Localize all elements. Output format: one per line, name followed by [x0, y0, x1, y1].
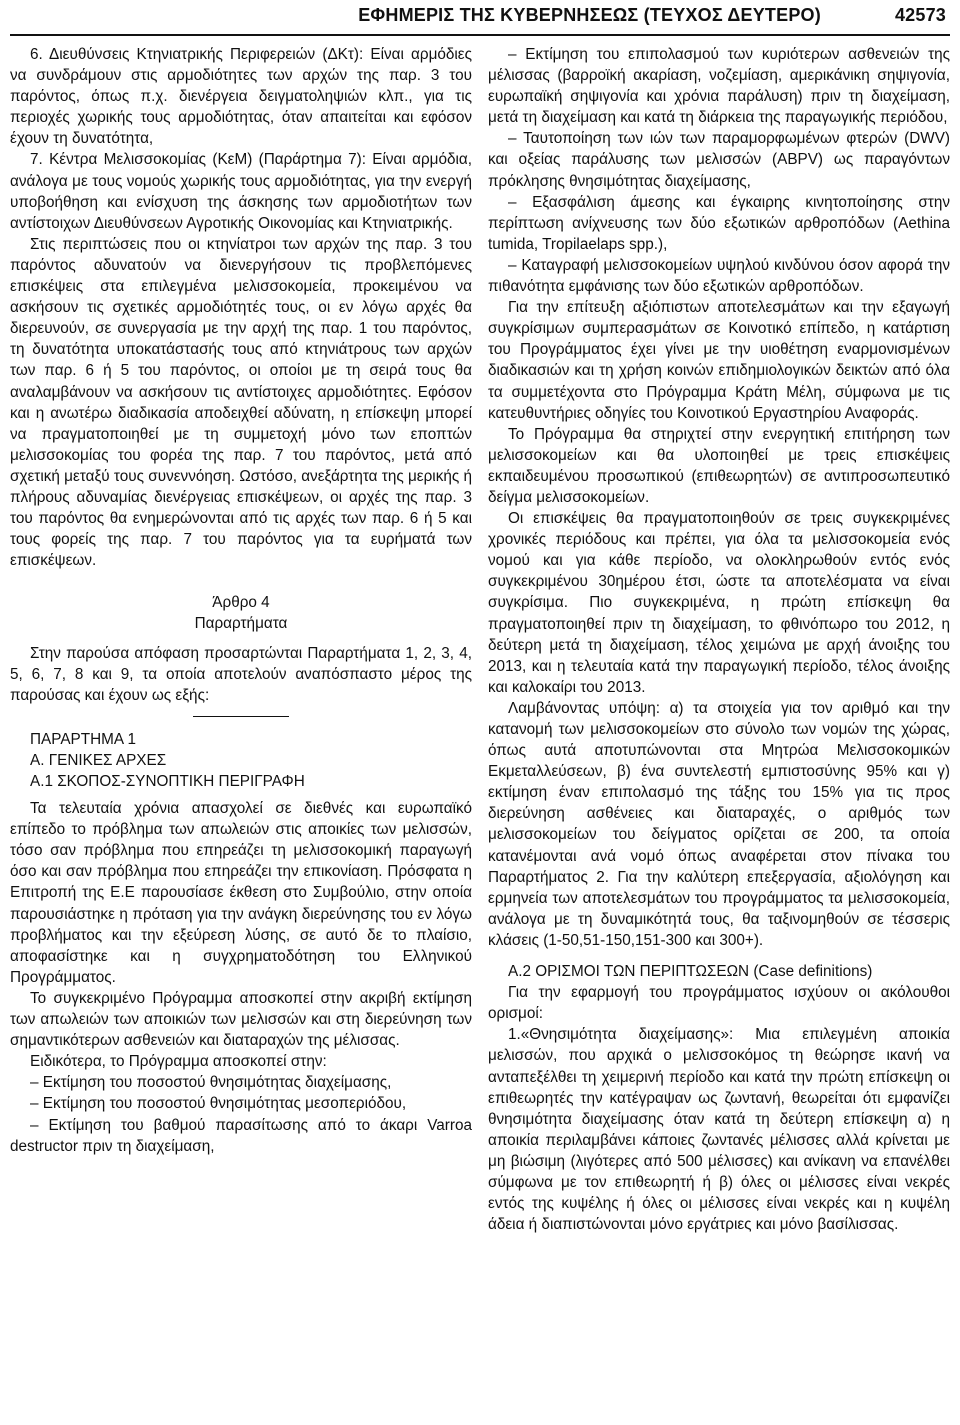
header-rule: [10, 34, 950, 36]
paragraph: – Εκτίμηση του ποσοστού θνησιμότητας μεσοπεριόδου,: [30, 1095, 407, 1113]
paragraph: Το Πρόγραμμα θα στηριχτεί στην ενεργητική επιτήρηση των μελισσοκομείων και θα υλοποιηθεί με τρεις επισκέψεις εκπαιδευμένου προσωπικού (επιθεωρητών) σε αντιπροσωπευτικό δείγμα μελισσοκομείων.: [488, 425, 950, 506]
annex-section: Α. ΓΕΝΙΚΕΣ ΑΡΧΕΣ: [30, 751, 167, 769]
paragraph: Οι επισκέψεις θα πραγματοποιηθούν σε τρεις συγκεκριμένες χρονικές περιόδους και πρέπει, για όλα τα μελισσοκομεία ενός νομού και για κάθε περίοδο, να ολοκληρωθούν εντός ενός συγκεκριμένου 30ημέρου έτσι, ώστε τα αποτελέσματα να είναι συγκρίσιμα. Πιο συγκεκριμένα, η πρώτη επίσκεψη θα πραγματοποιηθεί πριν τη διαχείμαση, το φθινόπωρο του 2012, η δεύτερη μετά τη διαχείμαση, τέλος χειμώνα με αρχή άνοιξης του 2013, και η τελευταία κατά την παραγωγική περίοδο, τέλος άνοιξης και καλοκαίρι του 2013.: [488, 510, 950, 696]
paragraph: Το συγκεκριμένο Πρόγραμμα αποσκοπεί στην ακριβή εκτίμηση των απωλειών των αποικιών των μελισσών και στη διερεύνηση των σημαντικότερων ασθενειών και διαταραχών της μέλισσας.: [10, 989, 472, 1050]
paragraph: Για την επίτευξη αξιόπιστων αποτελεσμάτων και την εξαγωγή συγκρίσιμων συμπερασμάτων σε Κοινοτικό επίπεδο, η κατάρτιση του Προγράμματος έχει γίνει με την υιοθέτηση εναρμονισμένων διαδικασιών και τη χρήση κοινών επιδημιολογικών δεικτών από όλα τα συμμετέχοντα στο Πρόγραμμα Κράτη Μέλη, σύμφωνα με τις κατευθυντήριες οδηγίες του Κοινοτικού Εργαστηρίου Αναφοράς.: [488, 299, 950, 422]
paragraph: 7. Κέντρα Μελισσοκομίας (ΚεΜ) (Παράρτημα 7): Είναι αρμόδια, ανάλογα με τους νομούς χωρικής τους αρμοδιότητας, για την ενεργή υποβοήθηση και ενίσχυση της άσκησης των αρμοδιοτήτων των αντίστοιχων Διευθύνσεων Αγροτικής Οικονομίας και Κτηνιατρικής.: [10, 151, 472, 232]
paragraph: – Εξασφάλιση άμεσης και έγκαιρης κινητοποίησης στην περίπτωση ανίχνευσης των δύο εξωτικών αρθροπόδων (Aethina tumida, Tropilaelaps spp.),: [488, 193, 950, 253]
annex-subsection: Α.1 ΣΚΟΠΟΣ-ΣΥΝΟΠΤΙΚΗ ΠΕΡΙΓΡΑΦΗ: [30, 773, 305, 790]
page-number: 42573: [894, 4, 946, 25]
section-title: Α.2 ΟΡΙΣΜΟΙ ΤΩΝ ΠΕΡΙΠΤΩΣΕΩΝ (Case definitions): [508, 963, 873, 981]
paragraph: – Εκτίμηση του βαθμού παρασίτωσης από το άκαρι Varroa destructor πριν τη διαχείμαση,: [10, 1116, 472, 1155]
paragraph: – Καταγραφή μελισσοκομείων υψηλού κινδύνου όσον αφορά την πιθανότητα εμφάνισης των δύο εξωτικών αρθροπόδων.: [488, 256, 950, 296]
paragraph: 6. Διευθύνσεις Κτηνιατρικής Περιφερειών (ΔΚτ): Είναι αρμόδιες να συνδράμουν στις αρμοδιότητες των αρχών της παρ. 3 του παρόντος, όπως π.χ. διενέργεια δειγματοληψιών κλπ., για τις περιοχές χωρικής τους αρμοδιότητας, όταν απαιτείται και εφόσον έχουν τη δυνατότητα,: [10, 46, 472, 148]
article-subtitle: Παραρτήματα: [194, 615, 288, 633]
annex-title: ΠΑΡΑΡΤΗΜΑ 1: [30, 730, 136, 748]
paragraph: Για την εφαρμογή του προγράμματος ισχύουν οι ακόλουθοι ορισμοί:: [488, 984, 950, 1023]
spacer: [488, 951, 950, 961]
article-title: Άρθρο 4: [212, 594, 270, 612]
separator-rule: [193, 716, 289, 717]
spacer: [10, 635, 472, 643]
page-header: [10, 0, 946, 30]
right-column: [488, 44, 950, 1235]
left-column: [10, 44, 472, 1235]
paragraph: – Ταυτοποίηση των ιών των παραμορφωμένων φτερών (DWV) και οξείας παράλυσης των μελισσών (ABPV) ως παραγόντων πρόκλησης θνησιμότητας διαχείμασης,: [488, 130, 950, 190]
paragraph: Στην παρούσα απόφαση προσαρτώνται Παραρτήματα 1, 2, 3, 4, 5, 6, 7, 8 και 9, τα οποία αποτελούν αναπόσπαστο μέρος της παρούσας και έχουν ως εξής:: [10, 644, 472, 704]
paragraph: Τα τελευταία χρόνια απασχολεί σε διεθνές και ευρωπαϊκό επίπεδο το πρόβλημα των απωλειών στις αποικίες των μελισσών, τόσο σαν πρόβλημα που επηρεάζει τη μελισσοκομική παραγωγή όσο και σαν πρόβλημα που επηρεάζει την επικονίαση. Πρόσφατα η Επιτροπή της Ε.Ε παρουσίασε έκθεση στο Συμβούλιο, στην οποία παρουσιάστηκε η πρόταση για την ανάγκη διερεύνησης του εν λόγω προβλήματος και την εξεύρεση λύσης, σε αυτό δε το πλαίσιο, αποφασίστηκε και η συγχρηματοδότηση του Ελληνικού Προγράμματος.: [10, 800, 472, 986]
paragraph: – Εκτίμηση του επιπολασμού των κυριότερων ασθενειών της μέλισσας (βαρροϊκή ακαρίαση, νοζεμίαση, αμερικάνικη σηψιγονία, ευρωπαϊκή σηψιγονία και χρόνια παράλυση) πριν τη διαχείμαση, μετά τη διαχείμαση και κατά τη διάρκεια της παραγωγικής περιόδου,: [488, 46, 950, 127]
gazette-title: ΕΦΗΜΕΡΙΣ ΤΗΣ ΚΥΒΕΡΝΗΣΕΩΣ (ΤΕΥΧΟΣ ΔΕΥΤΕΡΟ): [358, 4, 821, 25]
paragraph: – Εκτίμηση του ποσοστού θνησιμότητας διαχείμασης,: [30, 1074, 392, 1092]
paragraph: Στις περιπτώσεις που οι κτηνίατροι των αρχών της παρ. 3 του παρόντος αδυνατούν να διενεργήσουν τις προβλεπόμενες επισκέψεις στα επιλεγμένα μελισσοκομεία, προκειμένου να ασκήσουν τις σχετικές αρμοδιότητές τους, οι εν λόγω αρχές θα διερευνούν, σε συνεργασία με την αρχή της παρ. 1 του παρόντος, τη δυνατότητα υποκατάστασής τους από κτηνιάτρους των αρχών των παρ. 6 ή 5 του παρόντος, οι οποίοι με τη σειρά τους θα αναλαμβάνουν να ασκήσουν τις αντίστοιχες αρμοδιότητες. Εφόσον και η ανωτέρω διαδικασία αποδειχθεί αδύνατη, η επίσκεψη μπορεί να πραγματοποιηθεί με τη συμμετοχή μόνο των εποπτών μελισσοκομίας του φορέα της παρ. 7 του παρόντος, μετά από σχετική μεταξύ τους συνεννόηση. Ωστόσο, ανεξάρτητα της μερικής ή πλήρους αδυναμίας διενέργειας επισκέψεων, οι αρχές της παρ. 3 του παρόντος θα ενημερώνονται από τις αρχές των παρ. 6 ή 5 και τους φορείς της παρ. 7 του παρόντος για τα ευρήματά των επισκέψεων.: [10, 235, 472, 570]
paragraph: Ειδικότερα, το Πρόγραμμα αποσκοπεί στην:: [30, 1053, 327, 1071]
text-columns: [10, 44, 950, 1235]
paragraph: Λαμβάνοντας υπόψη: α) τα στοιχεία για τον αριθμό και την κατανομή των μελισσοκομείων στο σύνολο των νομών της χώρας, όπως αυτά αποτυπώνονται στα Μητρώα Μελισσοκομικών Εκμεταλλεύσεων, β) ένα συντελεστή εμπιστοσύνης 95% και γ) εκτίμηση έναν επιπολασμό της τάξης του 15% για τις προς διερεύνηση ασθένειες και διαταραχές, ο αριθμός των μελισσοκομείων του δείγματος ορίζεται σε 200, τα οποία κατανέμονται ανά νομό όπως αναφέρεται στον πίνακα του Παραρτήματος 2. Για την καλύτερη επεξεργασία, αξιολόγηση και ερμηνεία των αποτελεσμάτων του προγράμματος τα μελισσοκομεία, ανάλογα με τη δυναμικότητά τους, θα ταξινομηθούν σε τέσσερις κλάσεις (1-50,51-150,151-300 και 300+).: [488, 699, 950, 949]
paragraph: 1.«Θνησιμότητα διαχείμασης»: Μια επιλεγμένη αποικία μελισσών, που αρχικά ο μελισσοκόμος τη θεώρησε ικανή να ανταπεξέλθει τη χειμερινή περίοδο και κατά την πρώτη επίσκεψη οι επιθεωρητές την κατέγραψαν ως ζωντανή, θεωρείται ότι εμφανίζει θνησιμότητα διαχείμασης όταν κατά τη δεύτερη επίσκεψη α) η αποικία περιλαμβάνει κάποιες ζωντανές μέλισσες αλλά κρίνεται με μη βιώσιμη (λιγότερες από 500 μέλισσες) και ανίκανη να επανέλθει σύμφωνα με τον επιθεωρητή ή β) όλες οι μέλισσες είναι νεκρές εντός της κυψέλης ή όλες οι μέλισσες είναι νεκρές και η κυψέλη άδεια ή διαπιστώνονται μόνο εργάτριες και μόνο βασίλισσας.: [488, 1026, 950, 1234]
spacer: [10, 571, 472, 592]
